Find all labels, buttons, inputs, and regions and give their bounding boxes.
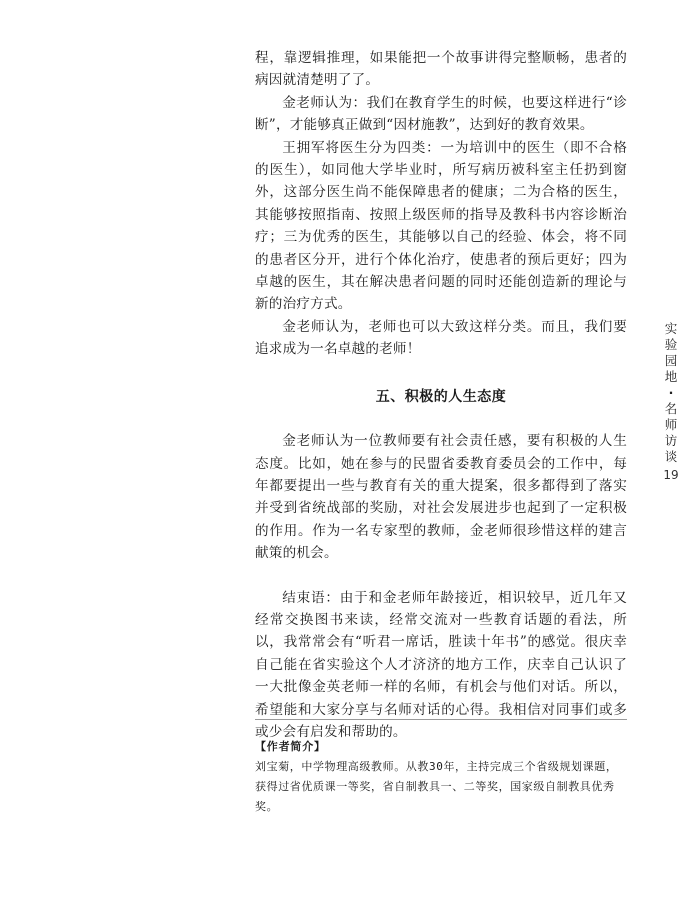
author-note [255, 737, 627, 817]
side-label-char: 师 [664, 417, 678, 432]
conclusion-paragraph: 结束语：由于和金老师年龄接近，相识较早，近几年又经常交换图书来读，经常交流对一些教育话题的看法，所以，我常常会有“听君一席话，胜读十年书”的感觉。很庆幸自己能在省实验这个人才济济的地方工作，庆幸自己认识了一大批像金英老师一样的名师，有机会与他们对话。所以，希望能和大家分享与名师对话的心得。我相信对同事们或多或少会有启发和帮助的。 [255, 589, 627, 740]
side-label-char: 名 [664, 401, 678, 416]
paragraph: 金老师认为，老师也可以大致这样分类。而且，我们要追求成为一名卓越的老师！ [255, 318, 627, 358]
side-label-char: 验 [664, 337, 678, 352]
article-body [255, 47, 627, 743]
side-label-char: 访 [664, 433, 678, 448]
paragraph: 王拥军将医生分为四类：一为培训中的医生（即不合格的医生），如同他大学毕业时，所写病历被科室主任扔到窗外，这部分医生尚不能保障患者的健康；二为合格的医生，其能够按照指南、按照上级医师的指导及教科书内容诊断治疗；三为优秀的医生，其能够以自己的经验、体会，将不同的患者区分开，进行个体化治疗，使患者的预后更好；四为卓越的医生，其在解决患者问题的同时还能创造新的理论与新的治疗方式。 [255, 139, 627, 313]
page-number: 19 [663, 468, 679, 482]
side-label-char: 谈 [664, 449, 678, 464]
footnote-divider [255, 719, 627, 720]
author-note-text: 刘宝菊，中学物理高级教师。从教30年，主持完成三个省级规划课题，获得过省优质课一等奖，省自制教具一、二等奖，国家级自制教具优秀奖。 [255, 760, 618, 813]
paragraph: 程，靠逻辑推理，如果能把一个故事讲得完整顺畅，患者的病因就清楚明了了。 [255, 50, 627, 89]
paragraph: 金老师认为一位教师要有社会责任感，要有积极的人生态度。比如，她在参与的民盟省委教育委员会的工作中，每年都要提出一些与教育有关的重大提案，很多都得到了落实并受到省统战部的奖励，对社会发展进步也起到了一定积极的作用。作为一名专家型的教师，金老师很珍惜这样的建言献策的机会。 [255, 433, 627, 562]
paragraph: 金老师认为：我们在教育学生的时候，也要这样进行“诊断”，才能够真正做到“因材施教”，达到好的教育效果。 [255, 94, 627, 134]
side-label-char: 园 [664, 353, 678, 368]
side-label-char: 地 [664, 369, 678, 384]
paragraph-gap [255, 565, 627, 587]
author-note-title: 【作者简介】 [255, 740, 326, 753]
section-heading: 五、积极的人生态度 [375, 388, 507, 405]
section-side-label [664, 321, 678, 465]
side-label-char: 实 [664, 321, 678, 336]
side-label-separator: · [668, 385, 674, 400]
